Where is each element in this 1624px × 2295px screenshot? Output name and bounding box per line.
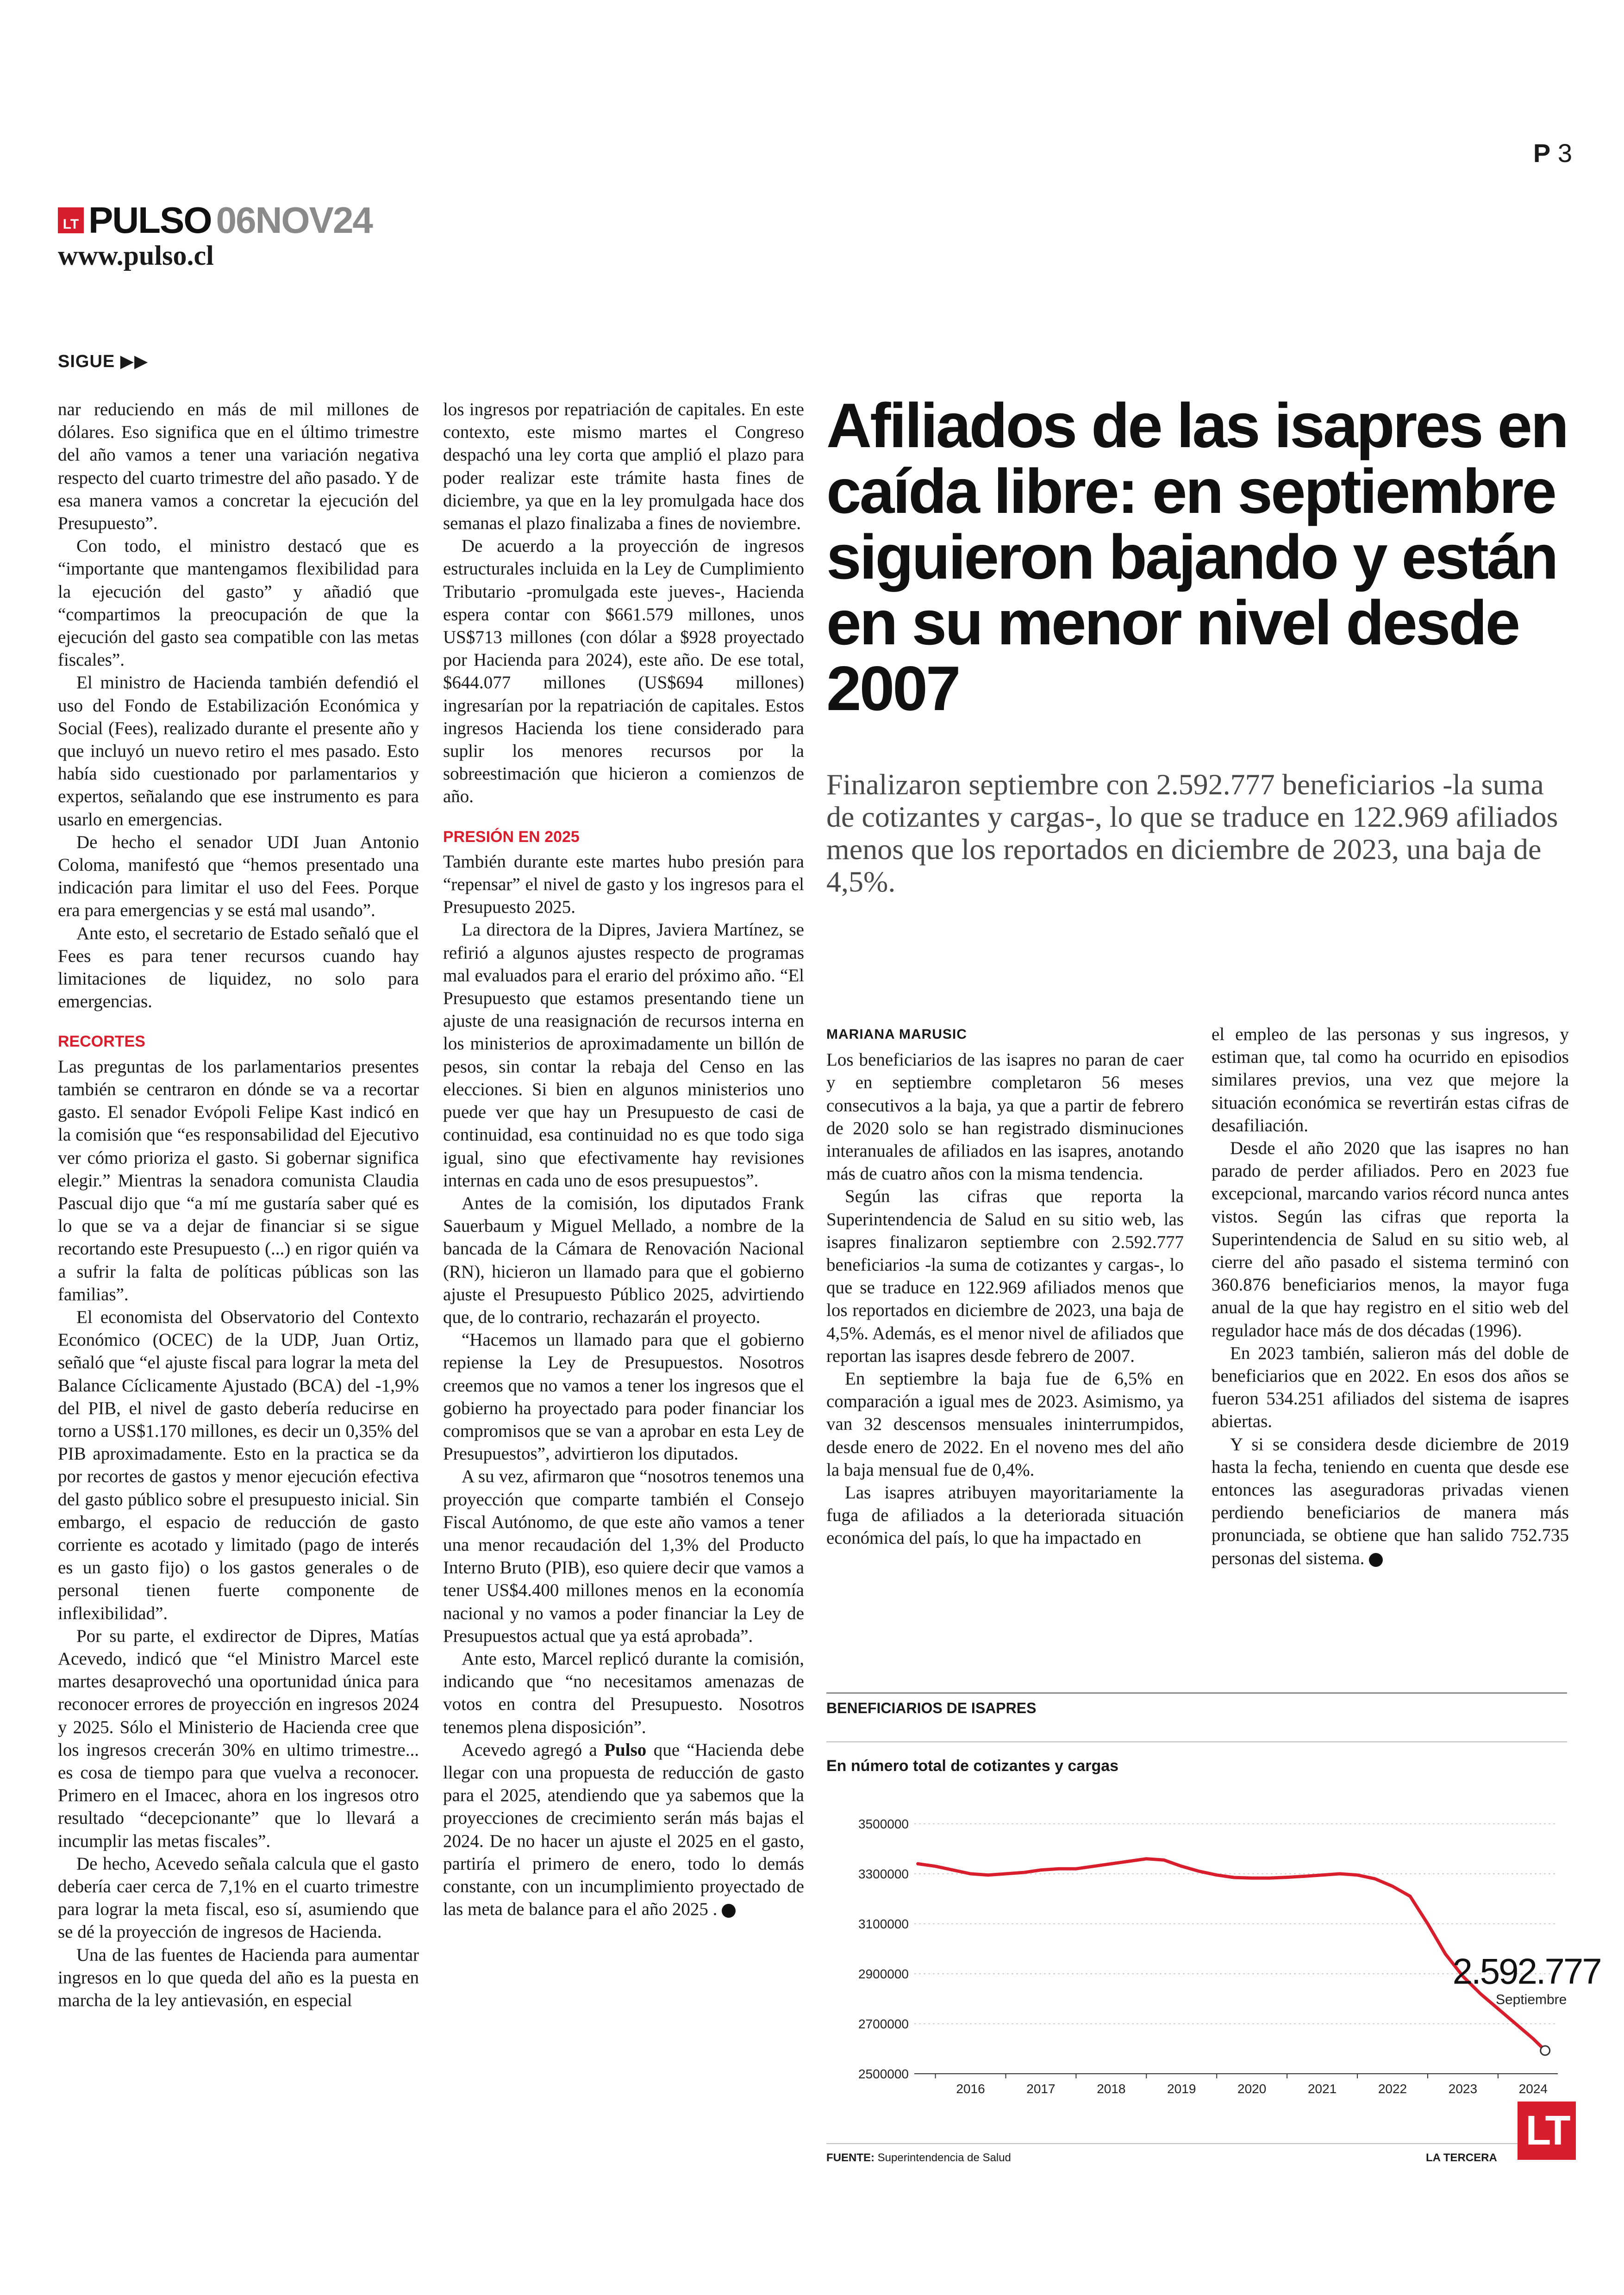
paragraph: Ante esto, el secretario de Estado señaló que el Fees es para tener recursos cuando hay limitaciones de liquidez, no solo para emergencias.	[58, 923, 419, 1012]
edition-date: 06NOV24	[216, 200, 372, 241]
x-tick-label: 2022	[1378, 2082, 1407, 2096]
x-tick-label: 2017	[1026, 2082, 1056, 2096]
subheading: RECORTES	[58, 1033, 145, 1051]
chart-bottom-rule	[826, 2143, 1567, 2144]
subheading: PRESIÓN EN 2025	[443, 828, 580, 846]
paragraph: nar reduciendo en más de mil millones de dólares. Eso significa que en el último trimestre del año vamos a tener una variación negativa respecto del cuarto trimestre del año pasado. Y de esa manera vamos a concretar la ejecución del Presupuesto”.	[58, 399, 419, 534]
paragraph: Y si se considera desde diciembre de 2019 hasta la fecha, teniendo en cuenta que desde ese entonces las aseguradoras privadas vienen perdiendo beneficiarios de manera más pronunciada, se obtiene que han salido 752.735 personas del sistema.	[1212, 1434, 1569, 1568]
paragraph: La directora de la Dipres, Javiera Martínez, se refirió a algunos ajustes respecto de programas mal evaluados para el erario del próximo año. “El Presupuesto que estamos presentando tiene un ajuste de una reasignación de recursos interna en los ministerios de aproximadamente un billón de pesos, sin contar la rebaja del Censo en las elecciones. Si bien en algunos ministerios uno puede ver que hay un Presupuesto de casi de continuidad, esa continuidad no es que todo siga igual, sino que efectivamente hay revisiones internas en cada uno de esos presupuestos”.	[443, 920, 804, 1191]
pulso-brand-mention: Pulso	[604, 1740, 647, 1760]
publisher-name: LA TERCERA	[1426, 2152, 1497, 2164]
end-mark-icon	[1369, 1553, 1383, 1567]
article-column-3	[826, 1023, 1184, 1550]
paragraph: El ministro de Hacienda también defendió el uso del Fondo de Estabilización Económica y Social (Fees), realizado durante el presente año y que incluyó un nuevo retiro el mes pasado. Esto había sido cuestionado por parlamentarios y expertos, señalando que ese instrumento es para usarlo en emergencias.	[58, 673, 419, 829]
x-tick-label: 2020	[1237, 2082, 1267, 2096]
article-column-4	[1212, 1023, 1569, 1570]
annotation-label: Septiembre	[1495, 1992, 1567, 2008]
paragraph: A su vez, afirmaron que “nosotros tenemos una proyección que comparte también el Consejo Fiscal Autónomo, de que este año vamos a tener una menor recaudación del 1,3% del Producto Interno Bruto (PIB), eso quiere decir que vamos a tener US$4.400 millones menos en la economía nacional y no vamos a poder financiar la Ley de Presupuestos actual que ya está aprobada”.	[443, 1466, 804, 1646]
paragraph: Con todo, el ministro destacó que es “importante que mantengamos flexibilidad para la ejecución del gasto” y añadió que “compartimos la preocupación de que la ejecución del gasto sea compatible con las metas fiscales”.	[58, 536, 419, 670]
website-link[interactable]: www.pulso.cl	[58, 240, 214, 271]
article-deck: Finalizaron septiembre con 2.592.777 beneficiarios -la suma de cotizantes y cargas-, lo que se traduce en 122.969 afiliados menos que los reportados en diciembre de 2023, una baja de 4,5%.	[826, 768, 1558, 898]
paragraph: El economista del Observatorio del Contexto Económico (OCEC) de la UDP, Juan Ortiz, señaló que “el ajuste fiscal para lograr la meta del Balance Cíclicamente Ajustado (BCA) del -1,9% del PIB, el nivel de gasto debería reducirse en torno a US$1.170 millones, es decir un 0,35% del PIB aproximadamente. Esto en la practica se da por recortes de gastos y menor ejecución efectiva del gasto público sobre el presupuesto inicial. Sin embargo, el espacio de reducción de gasto corriente es acotado y limitado (pago de interés es un gasto fijo) o los gastos generales o de personal tienen fuerte componente de inflexibilidad”.	[58, 1307, 419, 1623]
x-tick-label: 2018	[1097, 2082, 1126, 2096]
paragraph: Acevedo agregó a Pulso que “Hacienda debe llegar con una propuesta de reducción de gasto para el 2025, atendiendo que ya sabemos que la proyecciones de crecimiento serán más bajas el 2024. De no hacer un ajuste el 2025 en el gasto, partiría el primero de enero, todo lo demás constante, con un incumplimiento proyectado de las meta de balance para el año 2025 .	[443, 1740, 804, 1920]
end-mark-icon	[722, 1904, 736, 1918]
paragraph: De hecho, Acevedo señala calcula que el gasto debería caer cerca de 7,1% en el cuarto trimestre para lograr la meta fiscal, eso sí, asumiendo que se dé la proyección de ingresos de Hacienda.	[58, 1853, 419, 1942]
paragraph: Las preguntas de los parlamentarios presentes también se centraron en dónde se va a recortar gasto. El senador Evópoli Felipe Kast indicó en la comisión que “es responsabilidad del Ejecutivo ver cómo prioriza el gasto. Si gobernar significa elegir.” Mientras la senadora comunista Claudia Pascual dijo que “a mí me gustaría saber qué es lo que se va a dejar de financiar si se sigue recortando este Presupuesto (...) en rigor quién va a sufrir la falta de políticas públicas son las familias”.	[58, 1056, 419, 1304]
end-point-marker	[1541, 2046, 1550, 2055]
paragraph: En 2023 también, salieron más del doble de beneficiarios que en 2022. En esos dos años se fueron 534.251 afiliados del sistema de isapres abiertas.	[1212, 1343, 1569, 1432]
paragraph: Por su parte, el exdirector de Dipres, Matías Acevedo, indicó que “el Ministro Marcel este martes desaprovechó una oportunidad única para reconocer errores de proyección en ingresos 2024 y 2025. Sólo el Ministerio de Hacienda cree que los ingresos crecerán 30% en ultimo trimestre... es cosa de tiempo para que vuelva a reconocer. Primero en el Imacec, ahora en los ingresos otro resultado “decepcionante” que lo llevará a incumplir las metas fiscales”.	[58, 1626, 419, 1851]
article-column-2	[443, 398, 804, 1921]
y-tick-label: 2900000	[858, 1967, 909, 1981]
chart-top-rule	[826, 1692, 1567, 1694]
y-tick-label: 2500000	[858, 2067, 909, 2081]
brand-name: PULSO	[88, 200, 212, 241]
la-tercera-logo-icon: LT	[58, 207, 84, 233]
chart-title-rule	[826, 1741, 1567, 1742]
paragraph: Las isapres atribuyen mayoritariamente la fuga de afiliados a la deteriorada situación económica del país, lo que ha impactado en	[826, 1483, 1184, 1548]
paragraph: También durante este martes hubo presión para “repensar” el nivel de gasto y los ingresos para el Presupuesto 2025.	[443, 851, 804, 917]
article-column-1	[58, 398, 419, 2012]
series-line	[918, 1859, 1545, 2051]
paragraph: Los beneficiarios de las isapres no paran de caer y en septiembre completaron 56 meses consecutivos a la baja, ya que a partir de febrero de 2020 solo se han registrado disminuciones interanuales de afiliados en las isapres, anotando más de cuatro años con la misma tendencia.	[826, 1050, 1184, 1184]
paragraph: los ingresos por repatriación de capitales. En este contexto, este mismo martes el Congreso despachó una ley corta que amplió el plazo para poder realizar este trámite hasta fines de diciembre, ya que en la ley promulgada hace dos semanas el plazo finalizaba a fines de noviembre.	[443, 399, 804, 534]
paragraph: De acuerdo a la proyección de ingresos estructurales incluida en la Ley de Cumplimiento Tributario -promulgada este jueves-, Hacienda espera contar con $661.579 millones, unos US$713 millones (con dólar a $928 proyectado por Hacienda para 2024), este año. De ese total, $644.077 millones (US$694 millones) ingresarían por la repatriación de capitales. Estos ingresos Hacienda los tiene considerado para suplir los menores recursos por la sobreestimación que hicieron a comienzos de año.	[443, 536, 804, 807]
chart-source: FUENTE: Superintendencia de Salud	[826, 2152, 1011, 2164]
paragraph: Una de las fuentes de Hacienda para aumentar ingresos en lo que queda del año es la puesta en marcha de la ley antievasión, en especial	[58, 1945, 419, 2011]
la-tercera-logo-icon: LT	[1518, 2102, 1576, 2160]
paragraph: Antes de la comisión, los diputados Frank Sauerbaum y Miguel Mellado, a nombre de la bancada de la Cámara de Renovación Nacional (RN), hicieron un llamado para que el gobierno ajuste el Presupuesto Público 2025, advirtiendo que, de lo contrario, rechazarán el proyecto.	[443, 1193, 804, 1327]
byline: MARIANA MARUSIC	[826, 1027, 967, 1042]
annotation-value: 2.592.777	[1452, 1951, 1601, 1992]
paragraph: “Hacemos un llamado para que el gobierno repiense la Ley de Presupuestos. Nosotros creemos que no vamos a tener los ingresos que el gobierno ha proyectado para poder financiar los compromisos que se van a aprobar en esta Ley de Presupuestos”, advirtieron los diputados.	[443, 1330, 804, 1464]
chart-subtitle: En número total de cotizantes y cargas	[826, 1757, 1119, 1775]
x-tick-label: 2024	[1518, 2082, 1548, 2096]
page-number: P 3	[1533, 138, 1572, 168]
x-tick-label: 2019	[1167, 2082, 1196, 2096]
beneficiarios-line-chart	[826, 1796, 1601, 2111]
y-tick-label: 2700000	[858, 2017, 909, 2031]
article-headline: Afiliados de las isapres en caída libre: en septiembre siguieron bajando y están en su menor nivel desde 2007	[826, 390, 1568, 723]
sigue-label: SIGUE ▶▶	[58, 352, 149, 371]
paragraph: Ante esto, Marcel replicó durante la comisión, indicando que “no necesitamos amenazas de votos en contra del Presupuesto. Nosotros tenemos plena disposición”.	[443, 1648, 804, 1737]
paragraph: En septiembre la baja fue de 6,5% en comparación a igual mes de 2023. Asimismo, ya van 32 descensos mensuales ininterrumpidos, desde enero de 2022. En el noveno mes del año la baja mensual fue de 0,4%.	[826, 1369, 1184, 1480]
paragraph: Según las cifras que reporta la Superintendencia de Salud en su sitio web, las isapres finalizaron septiembre con 2.592.777 beneficiarios -la suma de cotizantes y cargas-, lo que se traduce en 122.969 afiliados menos que los reportados en diciembre de 2023, una baja de 4,5%. Además, es el menor nivel de afiliados que reportan las isapres desde febrero de 2007.	[826, 1186, 1184, 1366]
pulso-masthead[interactable]	[58, 199, 372, 242]
paragraph: De hecho el senador UDI Juan Antonio Coloma, manifestó que “hemos presentado una indicación para limitar el uso del Fees. Porque era para emergencias y se está mal usando”.	[58, 832, 419, 921]
x-tick-label: 2023	[1448, 2082, 1478, 2096]
y-tick-label: 3500000	[858, 1817, 909, 1831]
chart-title: BENEFICIARIOS DE ISAPRES	[826, 1700, 1037, 1716]
paragraph: el empleo de las personas y sus ingresos, y estiman que, tal como ha ocurrido en episodios similares previos, una vez que mejore la situación económica se revertirán estas cifras de desafiliación.	[1212, 1024, 1569, 1135]
x-tick-label: 2016	[956, 2082, 985, 2096]
y-tick-label: 3300000	[858, 1867, 909, 1881]
paragraph: Desde el año 2020 que las isapres no han parado de perder afiliados. Pero en 2023 fue excepcional, marcando varios récord nunca antes vistos. Según las cifras que reporta la Superintendencia de Salud en su sitio web, al cierre del año pasado el sistema terminó con 360.876 beneficiarios menos, la mayor fuga anual de la que hay registro en el sitio web del regulador hace más de dos décadas (1996).	[1212, 1138, 1569, 1341]
y-tick-label: 3100000	[858, 1917, 909, 1931]
x-tick-label: 2021	[1307, 2082, 1337, 2096]
